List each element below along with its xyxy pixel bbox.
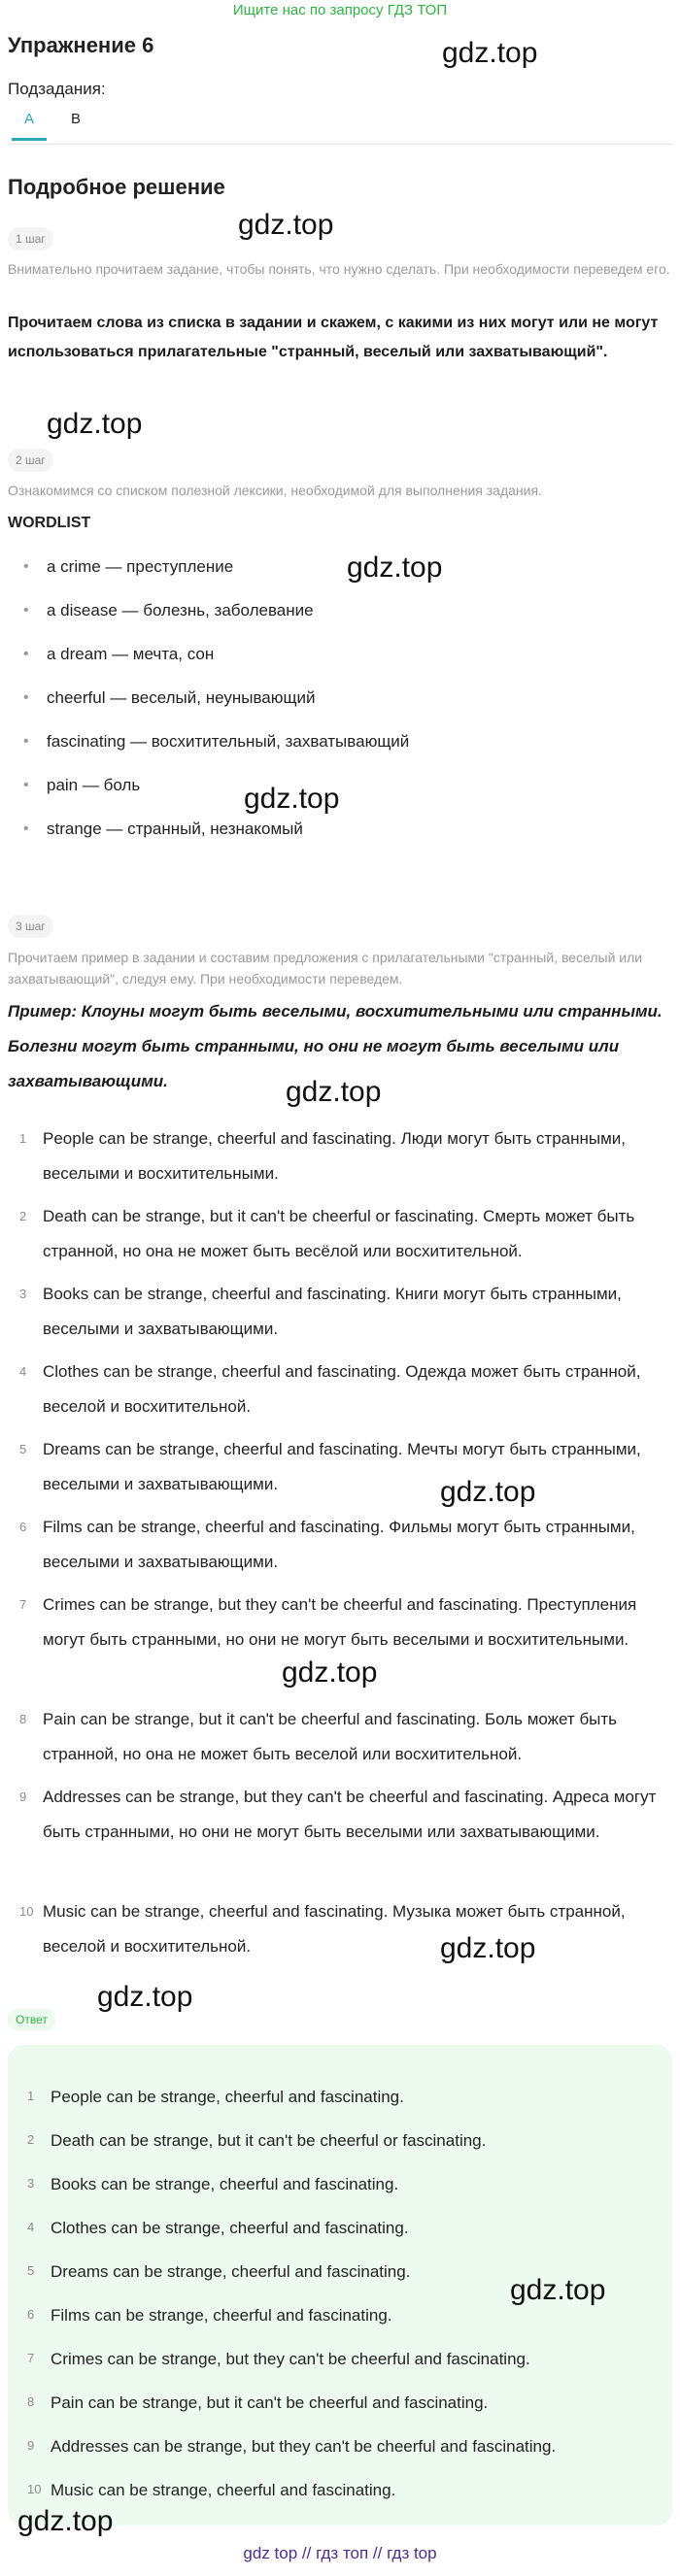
item-number: 5 bbox=[19, 1442, 27, 1456]
step-3-description: Прочитаем пример в задании и составим предложения с прилагательными "странный, веселый или захватывающий", следуя ему. При необходимости переведем. bbox=[8, 950, 643, 987]
item-number: 1 bbox=[19, 1131, 27, 1146]
item-text: People can be strange, cheerful and fascinating. bbox=[51, 2088, 404, 2106]
watermark: gdz.top bbox=[47, 408, 143, 440]
watermark: gdz.top bbox=[440, 1932, 536, 1964]
item-number: 6 bbox=[27, 2307, 35, 2322]
subtasks-label: Подзадания: bbox=[8, 80, 106, 98]
section-title: Подробное решение bbox=[8, 175, 225, 199]
subtask-tabs bbox=[8, 105, 672, 145]
item-text: Pain can be strange, but it can't be cheerful and fascinating. Боль может быть странной, но она не может быть веселой или восхитительной. bbox=[43, 1710, 618, 1763]
watermark: gdz.top bbox=[442, 37, 538, 69]
list-item bbox=[8, 1432, 672, 1510]
list-item: • a dream — мечта, сон bbox=[19, 645, 602, 688]
list-item bbox=[16, 2175, 657, 2219]
watermark: gdz.top bbox=[17, 2505, 114, 2537]
list-item bbox=[16, 2088, 657, 2131]
item-number: 4 bbox=[27, 2220, 35, 2234]
item-number: 6 bbox=[19, 1520, 27, 1534]
tab-b[interactable]: B bbox=[70, 111, 81, 127]
wordlist-title: WORDLIST bbox=[8, 515, 91, 531]
watermark: gdz.top bbox=[97, 1981, 193, 2013]
item-text: Dreams can be strange, cheerful and fascinating. Мечты могут быть странными, веселыми и захватывающими. bbox=[43, 1440, 641, 1493]
item-text: Death can be strange, but it can't be cheerful or fascinating. Смерть может быть странной, но она не может быть весёлой или восхитительной. bbox=[43, 1207, 635, 1260]
list-item bbox=[8, 1780, 672, 1894]
item-number: 3 bbox=[19, 1287, 27, 1301]
footer-links[interactable]: gdz top // гдз топ // гдз top bbox=[243, 2544, 437, 2562]
item-text: Crimes can be strange, but they can't be cheerful and fascinating. bbox=[51, 2350, 530, 2368]
list-item bbox=[8, 1702, 672, 1780]
item-text: Clothes can be strange, cheerful and fascinating. Одежда может быть странной, веселой и восхитительной. bbox=[43, 1362, 641, 1416]
item-number: 8 bbox=[19, 1712, 27, 1726]
item-number: 9 bbox=[19, 1790, 27, 1804]
item-number: 5 bbox=[27, 2263, 35, 2278]
watermark: gdz.top bbox=[286, 1076, 382, 1108]
watermark: gdz.top bbox=[282, 1656, 378, 1689]
item-text: Death can be strange, but it can't be cheerful or fascinating. bbox=[51, 2131, 487, 2150]
list-item: • cheerful — веселый, неунывающий bbox=[19, 688, 602, 732]
wordlist bbox=[19, 557, 602, 863]
item-number: 4 bbox=[19, 1364, 27, 1379]
item-text: Music can be strange, cheerful and fascinating. bbox=[51, 2481, 396, 2499]
item-number: 2 bbox=[19, 1209, 27, 1223]
answer-label: Ответ bbox=[8, 2009, 55, 2030]
step-2-label: 2 шаг bbox=[8, 449, 53, 472]
item-number: 7 bbox=[27, 2351, 35, 2365]
list-item bbox=[8, 1510, 672, 1588]
step-1-instruction: Прочитаем слова из списка в задании и скажем, с какими из них могут или не могут использоваться прилагательные "странный, веселый или захватывающий". bbox=[8, 315, 659, 360]
item-text: Pain can be strange, but it can't be cheerful and fascinating. bbox=[51, 2393, 489, 2412]
item-number: 1 bbox=[27, 2089, 35, 2103]
item-number: 7 bbox=[19, 1597, 27, 1612]
item-number: 8 bbox=[27, 2394, 35, 2409]
list-item bbox=[16, 2437, 657, 2481]
list-item: • a crime — преступление bbox=[19, 557, 602, 601]
exercise-title: Упражнение 6 bbox=[8, 33, 154, 57]
item-text: Books can be strange, cheerful and fascinating. bbox=[51, 2175, 399, 2193]
solution-list bbox=[8, 1121, 672, 1972]
item-number: 10 bbox=[19, 1904, 34, 1919]
list-item bbox=[8, 1277, 672, 1355]
watermark: gdz.top bbox=[440, 1476, 536, 1508]
tab-a[interactable]: A bbox=[10, 111, 49, 127]
item-text: Films can be strange, cheerful and fascinating. Фильмы могут быть странными, веселыми и захватывающими. bbox=[43, 1518, 635, 1571]
list-item: • a disease — болезнь, заболевание bbox=[19, 601, 602, 645]
item-number: 3 bbox=[27, 2176, 35, 2191]
item-text: Addresses can be strange, but they can't be cheerful and fascinating. bbox=[51, 2437, 557, 2456]
item-text: Films can be strange, cheerful and fascinating. bbox=[51, 2306, 392, 2325]
step-3-label: 3 шаг bbox=[8, 915, 53, 938]
step-1-description: Внимательно прочитаем задание, чтобы понять, что нужно сделать. При необходимости переведем его. bbox=[8, 261, 670, 277]
list-item bbox=[8, 1894, 672, 1972]
item-number: 9 bbox=[27, 2438, 35, 2453]
item-text: Clothes can be strange, cheerful and fascinating. bbox=[51, 2219, 409, 2237]
example-text: Пример: Клоуны могут быть веселыми, восхитительными или странными. Болезни могут быть странными, но они не могут быть веселыми или захватывающими. bbox=[8, 1002, 663, 1090]
list-item bbox=[16, 2131, 657, 2175]
list-item: • strange — странный, незнакомый bbox=[19, 820, 602, 863]
list-item bbox=[16, 2350, 657, 2393]
watermark: gdz.top bbox=[244, 783, 340, 815]
item-text: Dreams can be strange, cheerful and fascinating. bbox=[51, 2262, 411, 2281]
list-item: • pain — боль bbox=[19, 776, 602, 820]
item-number: 2 bbox=[27, 2132, 35, 2147]
watermark: gdz.top bbox=[347, 552, 443, 584]
top-banner[interactable]: Ищите нас по запросу ГДЗ ТОП bbox=[232, 2, 448, 18]
list-item bbox=[8, 1199, 672, 1277]
item-text: Books can be strange, cheerful and fascinating. Книги могут быть странными, веселыми и захватывающими. bbox=[43, 1285, 622, 1338]
list-item bbox=[16, 2393, 657, 2437]
watermark: gdz.top bbox=[238, 209, 334, 241]
list-item bbox=[16, 2219, 657, 2262]
list-item: • fascinating — восхитительный, захватывающий bbox=[19, 732, 602, 776]
list-item bbox=[16, 2306, 657, 2350]
list-item bbox=[8, 1121, 672, 1199]
step-1-label: 1 шаг bbox=[8, 227, 53, 251]
item-text: Addresses can be strange, but they can't be cheerful and fascinating. Адреса могут быть странными, но они не могут быть веселыми или захватывающими. bbox=[43, 1788, 657, 1841]
item-number: 10 bbox=[27, 2482, 42, 2496]
step-2-description: Ознакомимся со списком полезной лексики, необходимой для выполнения задания. bbox=[8, 483, 542, 498]
watermark: gdz.top bbox=[510, 2274, 606, 2306]
list-item bbox=[8, 1355, 672, 1432]
item-text: People can be strange, cheerful and fascinating. Люди могут быть странными, веселыми и восхитительными. bbox=[43, 1129, 627, 1183]
item-text: Music can be strange, cheerful and fascinating. Музыка может быть странной, веселой и восхитительной. bbox=[43, 1902, 626, 1956]
item-text: Crimes can be strange, but they can't be cheerful and fascinating. Преступления могут быть странными, но они не могут быть веселыми и восхитительными. bbox=[43, 1595, 637, 1649]
